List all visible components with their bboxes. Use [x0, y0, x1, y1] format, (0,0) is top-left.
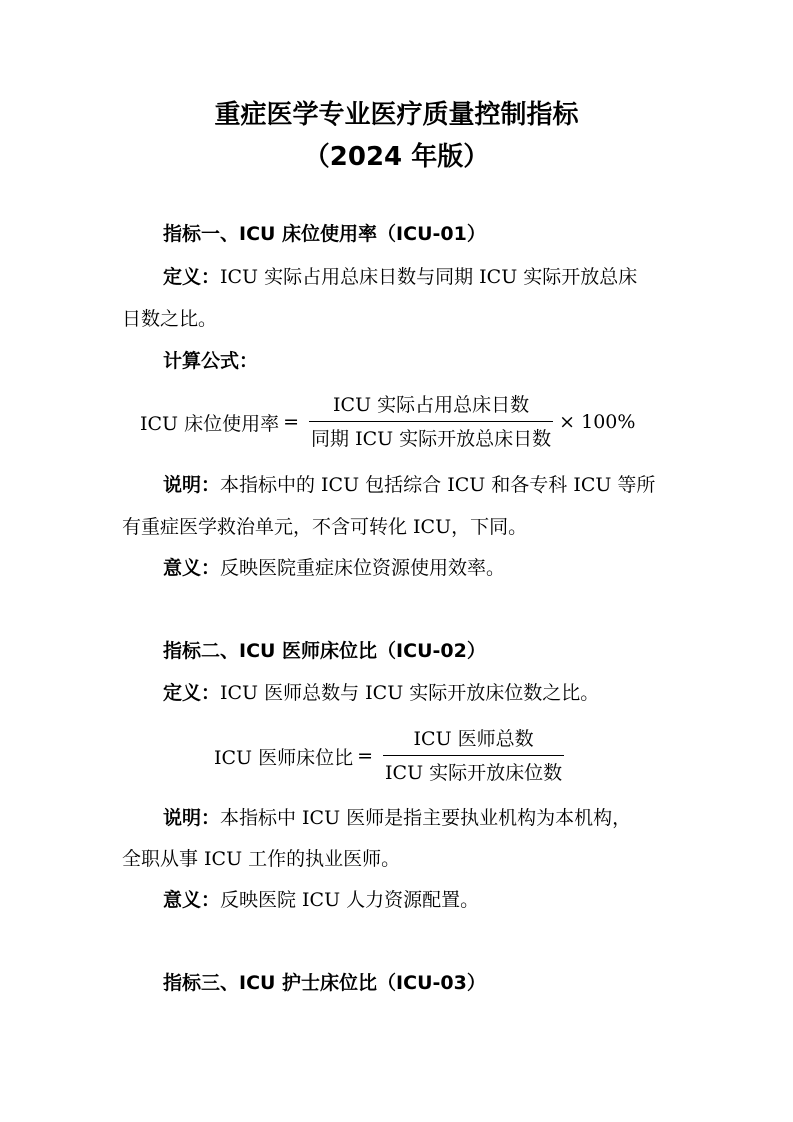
formula-denominator: ICU 实际开放床位数 [385, 762, 563, 784]
fraction-bar [309, 421, 553, 422]
explanation-label: 说明： [163, 474, 221, 496]
formula-numerator: ICU 医师总数 [413, 728, 534, 750]
indicator2-formula [214, 726, 570, 786]
formula-fraction [383, 726, 564, 786]
definition-text: ICU 实际占用总床日数与同期 ICU 实际开放总床 [220, 266, 638, 288]
definition-text: ICU 医师总数与 ICU 实际开放床位数之比。 [220, 682, 600, 704]
indicator1-definition-cont: 日数之比。 [122, 308, 218, 330]
indicator1-definition [163, 264, 683, 290]
indicator1-explanation [163, 472, 683, 498]
explanation-text: 本指标中 ICU 医师是指主要执业机构为本机构， [220, 807, 632, 829]
significance-text: 反映医院重症床位资源使用效率。 [220, 557, 506, 579]
indicator3-heading: 指标三、ICU 护士床位比（ICU-03） [163, 972, 486, 994]
indicator2-significance [163, 887, 683, 913]
formula-multiplier: × 100% [559, 411, 636, 433]
indicator1-heading: 指标一、ICU 床位使用率（ICU-01） [163, 223, 486, 245]
definition-label: 定义： [163, 266, 221, 288]
formula-lhs: ICU 床位使用率 [140, 412, 280, 435]
explanation-text: 本指标中的 ICU 包括综合 ICU 和各专科 ICU 等所 [220, 474, 656, 496]
formula-equals: = [357, 745, 374, 767]
indicator2-explanation-cont: 全职从事 ICU 工作的执业医师。 [122, 848, 401, 870]
significance-text: 反映医院 ICU 人力资源配置。 [220, 889, 480, 911]
indicator1-formula [140, 392, 635, 452]
formula-fraction [309, 392, 553, 452]
significance-label: 意义： [163, 557, 221, 579]
formula-label: 计算公式： [163, 350, 259, 372]
indicator2-definition [163, 680, 683, 706]
document-title-edition: （2024 年版） [303, 142, 490, 172]
formula-equals: = [283, 411, 300, 433]
fraction-bar [383, 755, 564, 756]
formula-denominator: 同期 ICU 实际开放总床日数 [311, 428, 552, 450]
definition-label: 定义： [163, 682, 221, 704]
formula-numerator: ICU 实际占用总床日数 [333, 394, 530, 416]
formula-lhs: ICU 医师床位比 [214, 746, 354, 769]
indicator1-significance [163, 555, 683, 581]
indicator1-explanation-cont: 有重症医学救治单元，不含可转化 ICU，下同。 [122, 516, 528, 538]
indicator2-heading: 指标二、ICU 医师床位比（ICU-02） [163, 640, 486, 662]
document-title: 重症医学专业医疗质量控制指标 [214, 100, 579, 130]
explanation-label: 说明： [163, 807, 221, 829]
significance-label: 意义： [163, 889, 221, 911]
indicator2-explanation [163, 805, 683, 831]
